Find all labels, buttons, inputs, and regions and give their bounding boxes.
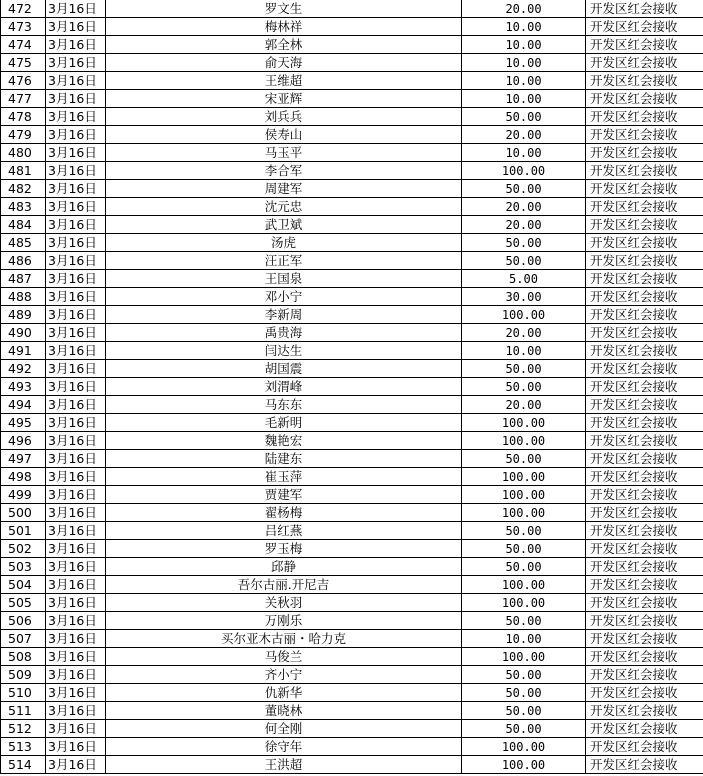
- table-row: [1, 504, 703, 522]
- date-cell[interactable]: 3月16日: [46, 396, 106, 414]
- amount-cell[interactable]: 10.00: [462, 36, 586, 54]
- row-number-cell[interactable]: 510: [1, 684, 46, 702]
- table-row: [1, 108, 703, 126]
- date-cell[interactable]: 3月16日: [46, 144, 106, 162]
- donor-name-cell[interactable]: 王国泉: [106, 270, 462, 288]
- donor-name-cell[interactable]: 罗玉梅: [106, 540, 462, 558]
- row-number-cell[interactable]: 483: [1, 198, 46, 216]
- date-cell[interactable]: 3月16日: [46, 162, 106, 180]
- amount-cell[interactable]: 20.00: [462, 126, 586, 144]
- row-number-cell[interactable]: 513: [1, 738, 46, 756]
- amount-cell[interactable]: 10.00: [462, 144, 586, 162]
- table-row: [1, 576, 703, 594]
- table-row: [1, 522, 703, 540]
- receiver-note-cell[interactable]: 开发区红会接收: [586, 630, 703, 648]
- amount-cell[interactable]: 50.00: [462, 684, 586, 702]
- donor-name-cell[interactable]: 梅林祥: [106, 18, 462, 36]
- table-row: [1, 90, 703, 108]
- amount-cell[interactable]: 50.00: [462, 360, 586, 378]
- receiver-note-cell[interactable]: 开发区红会接收: [586, 486, 703, 504]
- receiver-note-cell[interactable]: 开发区红会接收: [586, 18, 703, 36]
- receiver-note-cell[interactable]: 开发区红会接收: [586, 108, 703, 126]
- row-number-cell[interactable]: 480: [1, 144, 46, 162]
- date-cell[interactable]: 3月16日: [46, 594, 106, 612]
- table-row: [1, 396, 703, 414]
- amount-cell[interactable]: 100.00: [462, 306, 586, 324]
- table-row: [1, 540, 703, 558]
- donor-name-cell[interactable]: 李合军: [106, 162, 462, 180]
- table-row: [1, 702, 703, 720]
- date-cell[interactable]: 3月16日: [46, 756, 106, 774]
- table-row: [1, 558, 703, 576]
- receiver-note-cell[interactable]: 开发区红会接收: [586, 432, 703, 450]
- amount-cell[interactable]: 100.00: [462, 576, 586, 594]
- amount-cell[interactable]: 20.00: [462, 0, 586, 18]
- donation-table-body: [1, 0, 703, 774]
- donor-name-cell[interactable]: 王维超: [106, 72, 462, 90]
- row-number-cell[interactable]: 494: [1, 396, 46, 414]
- amount-cell[interactable]: 20.00: [462, 198, 586, 216]
- receiver-note-cell[interactable]: 开发区红会接收: [586, 576, 703, 594]
- row-number-cell[interactable]: 500: [1, 504, 46, 522]
- donor-name-cell[interactable]: 贾建军: [106, 486, 462, 504]
- table-row: [1, 612, 703, 630]
- receiver-note-cell[interactable]: 开发区红会接收: [586, 450, 703, 468]
- receiver-note-cell[interactable]: 开发区红会接收: [586, 180, 703, 198]
- amount-cell[interactable]: 50.00: [462, 522, 586, 540]
- table-row: [1, 414, 703, 432]
- donor-name-cell[interactable]: 徐守年: [106, 738, 462, 756]
- donor-name-cell[interactable]: 毛新明: [106, 414, 462, 432]
- receiver-note-cell[interactable]: 开发区红会接收: [586, 738, 703, 756]
- date-cell[interactable]: 3月16日: [46, 648, 106, 666]
- receiver-note-cell[interactable]: 开发区红会接收: [586, 288, 703, 306]
- date-cell[interactable]: 3月16日: [46, 504, 106, 522]
- amount-cell[interactable]: 50.00: [462, 558, 586, 576]
- donor-name-cell[interactable]: 周建军: [106, 180, 462, 198]
- row-number-cell[interactable]: 505: [1, 594, 46, 612]
- amount-cell[interactable]: 10.00: [462, 342, 586, 360]
- donor-name-cell[interactable]: 吾尔古丽.开尼吉: [106, 576, 462, 594]
- date-cell[interactable]: 3月16日: [46, 378, 106, 396]
- donor-name-cell[interactable]: 马俊兰: [106, 648, 462, 666]
- row-number-cell[interactable]: 509: [1, 666, 46, 684]
- row-number-cell[interactable]: 507: [1, 630, 46, 648]
- donor-name-cell[interactable]: 李新周: [106, 306, 462, 324]
- receiver-note-cell[interactable]: 开发区红会接收: [586, 324, 703, 342]
- row-number-cell[interactable]: 506: [1, 612, 46, 630]
- row-number-cell[interactable]: 474: [1, 36, 46, 54]
- table-row: [1, 198, 703, 216]
- amount-cell[interactable]: 30.00: [462, 288, 586, 306]
- table-row: [1, 0, 703, 18]
- amount-cell[interactable]: 100.00: [462, 486, 586, 504]
- donor-name-cell[interactable]: 汤虎: [106, 234, 462, 252]
- receiver-note-cell[interactable]: 开发区红会接收: [586, 378, 703, 396]
- date-cell[interactable]: 3月16日: [46, 666, 106, 684]
- receiver-note-cell[interactable]: 开发区红会接收: [586, 90, 703, 108]
- donor-name-cell[interactable]: 汪正军: [106, 252, 462, 270]
- amount-cell[interactable]: 50.00: [462, 702, 586, 720]
- amount-cell[interactable]: 100.00: [462, 432, 586, 450]
- date-cell[interactable]: 3月16日: [46, 306, 106, 324]
- row-number-cell[interactable]: 495: [1, 414, 46, 432]
- row-number-cell[interactable]: 514: [1, 756, 46, 774]
- donor-name-cell[interactable]: 郭全林: [106, 36, 462, 54]
- row-number-cell[interactable]: 503: [1, 558, 46, 576]
- receiver-note-cell[interactable]: 开发区红会接收: [586, 504, 703, 522]
- amount-cell[interactable]: 50.00: [462, 180, 586, 198]
- amount-cell[interactable]: 100.00: [462, 414, 586, 432]
- donor-name-cell[interactable]: 俞天海: [106, 54, 462, 72]
- table-row: [1, 450, 703, 468]
- donor-name-cell[interactable]: 关秋羽: [106, 594, 462, 612]
- amount-cell[interactable]: 20.00: [462, 324, 586, 342]
- donor-name-cell[interactable]: 买尔亚木古丽・哈力克: [106, 630, 462, 648]
- date-cell[interactable]: 3月16日: [46, 486, 106, 504]
- receiver-note-cell[interactable]: 开发区红会接收: [586, 612, 703, 630]
- row-number-cell[interactable]: 512: [1, 720, 46, 738]
- amount-cell[interactable]: 100.00: [462, 468, 586, 486]
- donor-name-cell[interactable]: 万刚乐: [106, 612, 462, 630]
- table-row: [1, 234, 703, 252]
- receiver-note-cell[interactable]: 开发区红会接收: [586, 756, 703, 774]
- row-number-cell[interactable]: 484: [1, 216, 46, 234]
- donor-name-cell[interactable]: 何全刚: [106, 720, 462, 738]
- date-cell[interactable]: 3月16日: [46, 234, 106, 252]
- amount-cell[interactable]: 100.00: [462, 648, 586, 666]
- receiver-note-cell[interactable]: 开发区红会接收: [586, 468, 703, 486]
- donor-name-cell[interactable]: 陆建东: [106, 450, 462, 468]
- row-number-cell[interactable]: 485: [1, 234, 46, 252]
- table-row: [1, 378, 703, 396]
- receiver-note-cell[interactable]: 开发区红会接收: [586, 162, 703, 180]
- table-row: [1, 684, 703, 702]
- date-cell[interactable]: 3月16日: [46, 288, 106, 306]
- table-row: [1, 252, 703, 270]
- date-cell[interactable]: 3月16日: [46, 0, 106, 18]
- donor-name-cell[interactable]: 罗文生: [106, 0, 462, 18]
- donor-name-cell[interactable]: 侯寿山: [106, 126, 462, 144]
- amount-cell[interactable]: 100.00: [462, 756, 586, 774]
- table-row: [1, 756, 703, 774]
- amount-cell[interactable]: 100.00: [462, 504, 586, 522]
- amount-cell[interactable]: 50.00: [462, 252, 586, 270]
- donor-name-cell[interactable]: 崔玉萍: [106, 468, 462, 486]
- receiver-note-cell[interactable]: 开发区红会接收: [586, 36, 703, 54]
- amount-cell[interactable]: 10.00: [462, 72, 586, 90]
- table-row: [1, 342, 703, 360]
- table-row: [1, 360, 703, 378]
- row-number-cell[interactable]: 502: [1, 540, 46, 558]
- receiver-note-cell[interactable]: 开发区红会接收: [586, 594, 703, 612]
- date-cell[interactable]: 3月16日: [46, 90, 106, 108]
- amount-cell[interactable]: 20.00: [462, 216, 586, 234]
- row-number-cell[interactable]: 511: [1, 702, 46, 720]
- date-cell[interactable]: 3月16日: [46, 630, 106, 648]
- date-cell[interactable]: 3月16日: [46, 522, 106, 540]
- row-number-cell[interactable]: 491: [1, 342, 46, 360]
- date-cell[interactable]: 3月16日: [46, 540, 106, 558]
- row-number-cell[interactable]: 479: [1, 126, 46, 144]
- receiver-note-cell[interactable]: 开发区红会接收: [586, 702, 703, 720]
- date-cell[interactable]: 3月16日: [46, 576, 106, 594]
- table-row: [1, 72, 703, 90]
- receiver-note-cell[interactable]: 开发区红会接收: [586, 666, 703, 684]
- receiver-note-cell[interactable]: 开发区红会接收: [586, 126, 703, 144]
- date-cell[interactable]: 3月16日: [46, 468, 106, 486]
- table-row: [1, 648, 703, 666]
- amount-cell[interactable]: 50.00: [462, 378, 586, 396]
- donor-name-cell[interactable]: 马玉平: [106, 144, 462, 162]
- table-row: [1, 306, 703, 324]
- date-cell[interactable]: 3月16日: [46, 720, 106, 738]
- table-row: [1, 162, 703, 180]
- table-row: [1, 738, 703, 756]
- date-cell[interactable]: 3月16日: [46, 432, 106, 450]
- row-number-cell[interactable]: 478: [1, 108, 46, 126]
- date-cell[interactable]: 3月16日: [46, 342, 106, 360]
- row-number-cell[interactable]: 490: [1, 324, 46, 342]
- receiver-note-cell[interactable]: 开发区红会接收: [586, 144, 703, 162]
- donor-name-cell[interactable]: 邓小宁: [106, 288, 462, 306]
- table-row: [1, 666, 703, 684]
- date-cell[interactable]: 3月16日: [46, 324, 106, 342]
- row-number-cell[interactable]: 489: [1, 306, 46, 324]
- receiver-note-cell[interactable]: 开发区红会接收: [586, 0, 703, 18]
- amount-cell[interactable]: 10.00: [462, 630, 586, 648]
- row-number-cell[interactable]: 486: [1, 252, 46, 270]
- date-cell[interactable]: 3月16日: [46, 216, 106, 234]
- donor-name-cell[interactable]: 闫达生: [106, 342, 462, 360]
- receiver-note-cell[interactable]: 开发区红会接收: [586, 234, 703, 252]
- donor-name-cell[interactable]: 刘兵兵: [106, 108, 462, 126]
- row-number-cell[interactable]: 476: [1, 72, 46, 90]
- row-number-cell[interactable]: 477: [1, 90, 46, 108]
- table-row: [1, 180, 703, 198]
- donor-name-cell[interactable]: 马东东: [106, 396, 462, 414]
- row-number-cell[interactable]: 504: [1, 576, 46, 594]
- amount-cell[interactable]: 50.00: [462, 234, 586, 252]
- row-number-cell[interactable]: 492: [1, 360, 46, 378]
- donor-name-cell[interactable]: 沈元忠: [106, 198, 462, 216]
- row-number-cell[interactable]: 487: [1, 270, 46, 288]
- receiver-note-cell[interactable]: 开发区红会接收: [586, 558, 703, 576]
- donor-name-cell[interactable]: 武卫斌: [106, 216, 462, 234]
- amount-cell[interactable]: 10.00: [462, 90, 586, 108]
- row-number-cell[interactable]: 475: [1, 54, 46, 72]
- date-cell[interactable]: 3月16日: [46, 126, 106, 144]
- receiver-note-cell[interactable]: 开发区红会接收: [586, 360, 703, 378]
- donor-name-cell[interactable]: 王洪超: [106, 756, 462, 774]
- amount-cell[interactable]: 100.00: [462, 738, 586, 756]
- date-cell[interactable]: 3月16日: [46, 702, 106, 720]
- donor-name-cell[interactable]: 仇新华: [106, 684, 462, 702]
- receiver-note-cell[interactable]: 开发区红会接收: [586, 522, 703, 540]
- receiver-note-cell[interactable]: 开发区红会接收: [586, 684, 703, 702]
- date-cell[interactable]: 3月16日: [46, 36, 106, 54]
- row-number-cell[interactable]: 497: [1, 450, 46, 468]
- row-number-cell[interactable]: 472: [1, 0, 46, 18]
- date-cell[interactable]: 3月16日: [46, 54, 106, 72]
- receiver-note-cell[interactable]: 开发区红会接收: [586, 648, 703, 666]
- donor-name-cell[interactable]: 董晓林: [106, 702, 462, 720]
- receiver-note-cell[interactable]: 开发区红会接收: [586, 72, 703, 90]
- receiver-note-cell[interactable]: 开发区红会接收: [586, 414, 703, 432]
- table-row: [1, 486, 703, 504]
- table-row: [1, 432, 703, 450]
- receiver-note-cell[interactable]: 开发区红会接收: [586, 720, 703, 738]
- table-row: [1, 144, 703, 162]
- amount-cell[interactable]: 100.00: [462, 162, 586, 180]
- donor-name-cell[interactable]: 吕红燕: [106, 522, 462, 540]
- date-cell[interactable]: 3月16日: [46, 198, 106, 216]
- date-cell[interactable]: 3月16日: [46, 450, 106, 468]
- table-row: [1, 126, 703, 144]
- row-number-cell[interactable]: 482: [1, 180, 46, 198]
- date-cell[interactable]: 3月16日: [46, 108, 106, 126]
- donor-name-cell[interactable]: 刘渭峰: [106, 378, 462, 396]
- row-number-cell[interactable]: 499: [1, 486, 46, 504]
- row-number-cell[interactable]: 498: [1, 468, 46, 486]
- row-number-cell[interactable]: 496: [1, 432, 46, 450]
- donor-name-cell[interactable]: 邱静: [106, 558, 462, 576]
- date-cell[interactable]: 3月16日: [46, 270, 106, 288]
- table-row: [1, 18, 703, 36]
- date-cell[interactable]: 3月16日: [46, 72, 106, 90]
- date-cell[interactable]: 3月16日: [46, 612, 106, 630]
- amount-cell[interactable]: 50.00: [462, 108, 586, 126]
- date-cell[interactable]: 3月16日: [46, 414, 106, 432]
- amount-cell[interactable]: 5.00: [462, 270, 586, 288]
- date-cell[interactable]: 3月16日: [46, 684, 106, 702]
- table-row: [1, 270, 703, 288]
- amount-cell[interactable]: 50.00: [462, 540, 586, 558]
- donor-name-cell[interactable]: 翟杨梅: [106, 504, 462, 522]
- amount-cell[interactable]: 10.00: [462, 54, 586, 72]
- row-number-cell[interactable]: 493: [1, 378, 46, 396]
- amount-cell[interactable]: 100.00: [462, 594, 586, 612]
- receiver-note-cell[interactable]: 开发区红会接收: [586, 270, 703, 288]
- amount-cell[interactable]: 50.00: [462, 450, 586, 468]
- donor-name-cell[interactable]: 齐小宁: [106, 666, 462, 684]
- receiver-note-cell[interactable]: 开发区红会接收: [586, 342, 703, 360]
- table-row: [1, 720, 703, 738]
- table-row: [1, 468, 703, 486]
- date-cell[interactable]: 3月16日: [46, 558, 106, 576]
- receiver-note-cell[interactable]: 开发区红会接收: [586, 396, 703, 414]
- receiver-note-cell[interactable]: 开发区红会接收: [586, 216, 703, 234]
- table-row: [1, 216, 703, 234]
- row-number-cell[interactable]: 481: [1, 162, 46, 180]
- amount-cell[interactable]: 50.00: [462, 612, 586, 630]
- table-row: [1, 54, 703, 72]
- donor-name-cell[interactable]: 魏艳宏: [106, 432, 462, 450]
- table-row: [1, 36, 703, 54]
- table-row: [1, 594, 703, 612]
- donor-name-cell[interactable]: 宋亚辉: [106, 90, 462, 108]
- date-cell[interactable]: 3月16日: [46, 360, 106, 378]
- receiver-note-cell[interactable]: 开发区红会接收: [586, 198, 703, 216]
- table-row: [1, 630, 703, 648]
- date-cell[interactable]: 3月16日: [46, 18, 106, 36]
- row-number-cell[interactable]: 501: [1, 522, 46, 540]
- amount-cell[interactable]: 20.00: [462, 396, 586, 414]
- date-cell[interactable]: 3月16日: [46, 180, 106, 198]
- amount-cell[interactable]: 10.00: [462, 18, 586, 36]
- donor-name-cell[interactable]: 禹贵海: [106, 324, 462, 342]
- row-number-cell[interactable]: 473: [1, 18, 46, 36]
- donor-name-cell[interactable]: 胡国震: [106, 360, 462, 378]
- receiver-note-cell[interactable]: 开发区红会接收: [586, 54, 703, 72]
- amount-cell[interactable]: 50.00: [462, 720, 586, 738]
- row-number-cell[interactable]: 508: [1, 648, 46, 666]
- receiver-note-cell[interactable]: 开发区红会接收: [586, 252, 703, 270]
- table-row: [1, 288, 703, 306]
- row-number-cell[interactable]: 488: [1, 288, 46, 306]
- receiver-note-cell[interactable]: 开发区红会接收: [586, 540, 703, 558]
- date-cell[interactable]: 3月16日: [46, 738, 106, 756]
- receiver-note-cell[interactable]: 开发区红会接收: [586, 306, 703, 324]
- amount-cell[interactable]: 50.00: [462, 666, 586, 684]
- date-cell[interactable]: 3月16日: [46, 252, 106, 270]
- table-row: [1, 324, 703, 342]
